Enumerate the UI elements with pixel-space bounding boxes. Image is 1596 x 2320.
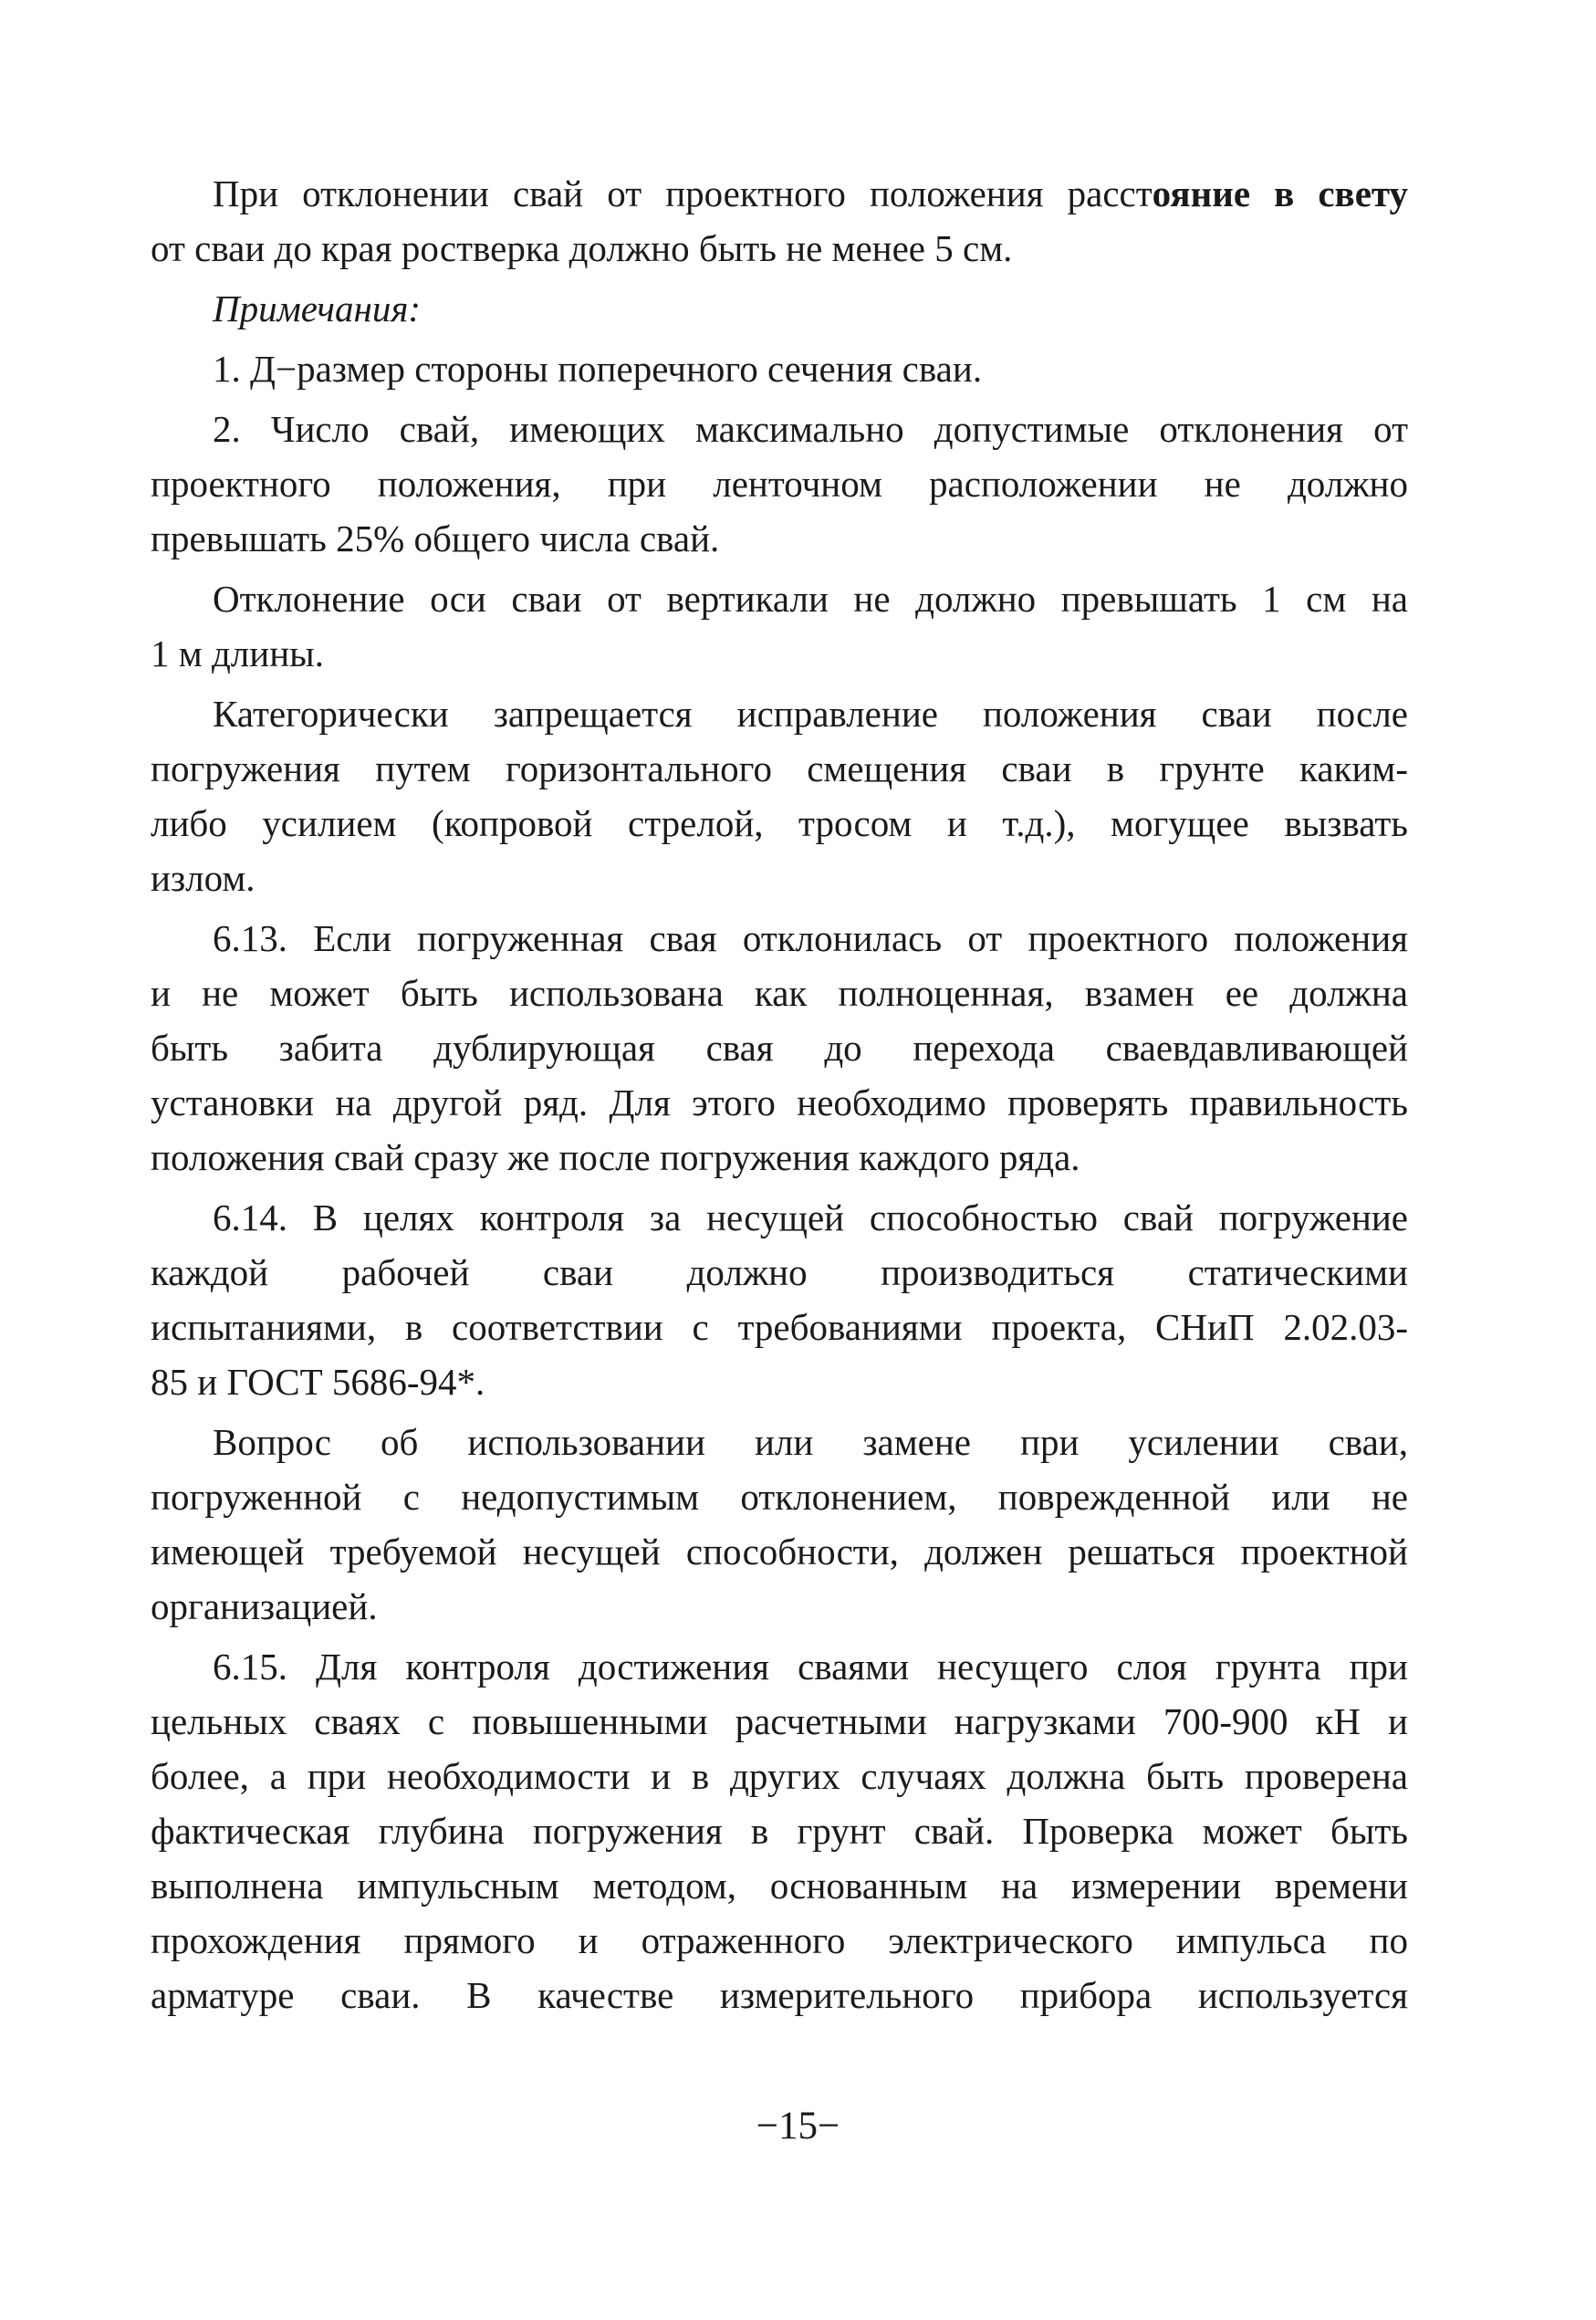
note-1 [151, 341, 1408, 396]
text-line: положения свай сразу же после погружения каждого ряда. [151, 1136, 1080, 1178]
section-6-15 [151, 1639, 1408, 2022]
text-line: арматуре сваи. В качестве измерительного прибора используется [151, 1974, 1408, 2016]
text-line: погружения путем горизонтального смещения сваи в грунте каким- [151, 747, 1408, 789]
text-segment: При отклонении свай от проектного положения расст [213, 172, 1153, 214]
text-line: Категорически запрещается исправление положения сваи после [213, 693, 1408, 735]
text-line: фактическая глубина погружения в грунт свай. Проверка может быть [151, 1810, 1408, 1852]
text-line: выполнена импульсным методом, основанным на измерении времени [151, 1865, 1408, 1907]
text-line: 1 м длины. [151, 632, 324, 674]
text-line: прохождения прямого и отраженного электрического импульса по [151, 1919, 1408, 1961]
text-line: проектного положения, при ленточном расположении не должно [151, 463, 1408, 505]
paragraph-deviation-clearance [151, 166, 1408, 276]
text-line: цельных сваях с повышенными расчетными нагрузками 700-900 кН и [151, 1700, 1408, 1742]
paragraph-vertical-deviation [151, 571, 1408, 681]
text-line: испытаниями, в соответствии с требованиями проекта, СНиП 2.02.03- [151, 1306, 1408, 1348]
text-line: 2. Число свай, имеющих максимально допустимые отклонения от [213, 408, 1408, 450]
bold-text-segment: ояние в свету [1152, 172, 1408, 214]
section-6-13 [151, 911, 1408, 1185]
paragraph-replacement-question [151, 1415, 1408, 1634]
note-2 [151, 402, 1408, 566]
text-line: и не может быть использована как полноценная, взамен ее должна [151, 972, 1408, 1014]
text-line: 6.15. Для контроля достижения сваями несущего слоя грунта при [213, 1646, 1408, 1688]
text-line: погруженной с недопустимым отклонением, поврежденной или не [151, 1476, 1408, 1518]
page-number: −15− [756, 2105, 840, 2148]
notes-heading: Примечания: [213, 287, 422, 329]
document-body [151, 166, 1408, 2022]
text-line: каждой рабочей сваи должно производиться статическими [151, 1251, 1408, 1293]
text-line: 6.14. В целях контроля за несущей способностью свай погружение [213, 1197, 1408, 1238]
text-line: Вопрос об использовании или замене при усилении сваи, [213, 1421, 1408, 1463]
text-line [151, 166, 1408, 221]
notes-heading-block [151, 281, 1408, 336]
text-line: Отклонение оси сваи от вертикали не должно превышать 1 см на [213, 578, 1408, 620]
text-line: 85 и ГОСТ 5686-94*. [151, 1361, 485, 1403]
paragraph-correction-prohibited [151, 686, 1408, 905]
text-line: превышать 25% общего числа свай. [151, 517, 720, 559]
text-line: быть забита дублирующая свая до перехода сваевдавливающей [151, 1027, 1408, 1069]
text-line: организацией. [151, 1585, 378, 1627]
text-line: имеющей требуемой несущей способности, должен решаться проектной [151, 1531, 1408, 1573]
section-6-14 [151, 1190, 1408, 1409]
text-line: более, а при необходимости и в других случаях должна быть проверена [151, 1755, 1408, 1797]
text-line: 1. Д−размер стороны поперечного сечения сваи. [213, 348, 983, 390]
text-line: от сваи до края ростверка должно быть не менее 5 см. [151, 227, 1013, 269]
text-line: установки на другой ряд. Для этого необходимо проверять правильность [151, 1082, 1408, 1123]
text-line: либо усилием (копровой стрелой, тросом и т.д.), могущее вызвать [151, 802, 1408, 844]
text-line: 6.13. Если погруженная свая отклонилась от проектного положения [213, 917, 1408, 959]
text-line: излом. [151, 857, 256, 899]
